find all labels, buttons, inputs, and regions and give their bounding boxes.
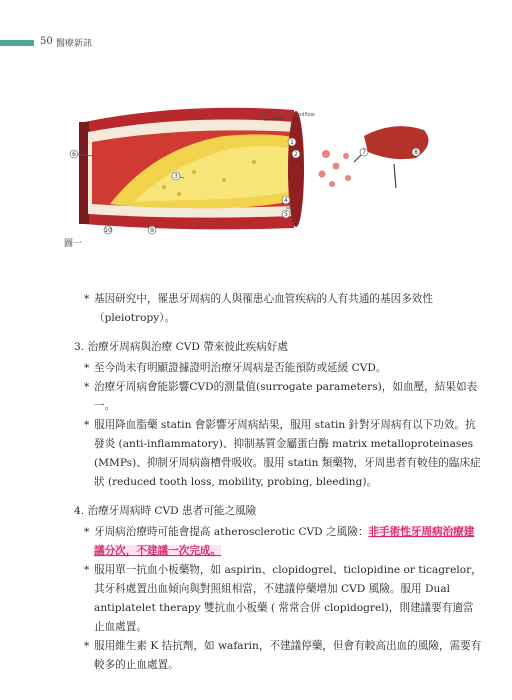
page-number: 50	[40, 36, 53, 47]
callout-4: 4	[284, 197, 288, 204]
bullet-star: *	[84, 381, 90, 393]
callout-5: 5	[284, 211, 288, 218]
section3-item-2	[84, 378, 484, 416]
section3-item-1-text: 至今尚未有明顯證據證明治療牙周病是否能預防或延緩 CVD。	[94, 362, 387, 374]
bullet-star: *	[84, 564, 90, 576]
bullet-star: *	[84, 419, 90, 431]
callout-3: 3	[174, 173, 178, 180]
callout-8: 8	[414, 149, 418, 156]
section3-item-2-text: 治療牙周病會能影響CVD的測量值(surrogate parameters)，如血壓，結果如表一。	[94, 381, 478, 412]
section4-item-2-text: 服用單一抗血小板藥物，如 aspirin、clopidogrel、ticlopidine or ticagrelor，其牙科處置出血傾向與對照組相當，不建議停藥增加 CVD 風險。服用 Dual antiplatelet therapy 雙抗血小板藥 ( 常常合併 clopidogrel)，則建議要有適當止血處置。	[94, 564, 482, 633]
section4-item-3-text: 服用維生素 K 拮抗劑，如 wafarin，不建議停藥，但會有較高出血的風險，需要有較多的止血處置。	[94, 640, 482, 671]
callout-7: 7	[362, 149, 366, 156]
section4-item-3	[84, 637, 484, 675]
running-title: 醫療新訊	[56, 39, 93, 49]
bullet-star: *	[84, 526, 90, 538]
callout-1: 1	[290, 139, 294, 146]
section4-item-2	[84, 561, 484, 637]
section3-item-3	[84, 416, 484, 492]
section4-item-1-text: 牙周病治療時可能會提高 atherosclerotic CVD 之風險：	[94, 526, 369, 538]
callout-6: 6	[72, 151, 76, 158]
figure-label: 圖一	[64, 239, 83, 249]
artery-illustration	[64, 92, 468, 240]
section3-item-1	[84, 359, 484, 378]
callout-10: 10	[104, 227, 112, 234]
bullet-star: *	[84, 640, 90, 652]
section4-item-1-highlight: 非手術性牙周病治療建議分次，不建議一次完成。	[94, 526, 475, 557]
callout-9: 9	[150, 227, 154, 234]
section3-item-3-text: 服用降血脂藥 statin 會影響牙周病結果，服用 statin 針對牙周病有以下功效。抗發炎 (anti-inflammatory)、抑制基質金屬蛋白酶 matrix metalloproteinases (MMPs)、抑制牙周病齒槽骨吸收。服用 statin 類藥物，牙周患者有較佳的臨床症狀 (reduced tooth loss, mobility, probing, bleeding)。	[94, 419, 481, 488]
bullet-star: *	[84, 293, 90, 305]
section4-item-1	[84, 523, 484, 561]
body-content	[74, 290, 484, 675]
intro-text: 基因研究中，罹患牙周病的人與罹患心血管疾病的人有共通的基因多效性（pleiotropy）。	[94, 293, 433, 324]
section-tab-marker	[0, 40, 34, 46]
intro-bullet	[84, 290, 484, 328]
section4-title: 4. 治療牙周病時 CVD 患者可能之風險	[74, 505, 257, 517]
bloodflow-annotation: Direction of bloodflow	[260, 112, 315, 118]
bullet-star: *	[84, 362, 90, 374]
callout-2: 2	[294, 151, 298, 158]
section3-title: 3. 治療牙周病與治療 CVD 帶來彼此疾病好處	[74, 341, 288, 353]
